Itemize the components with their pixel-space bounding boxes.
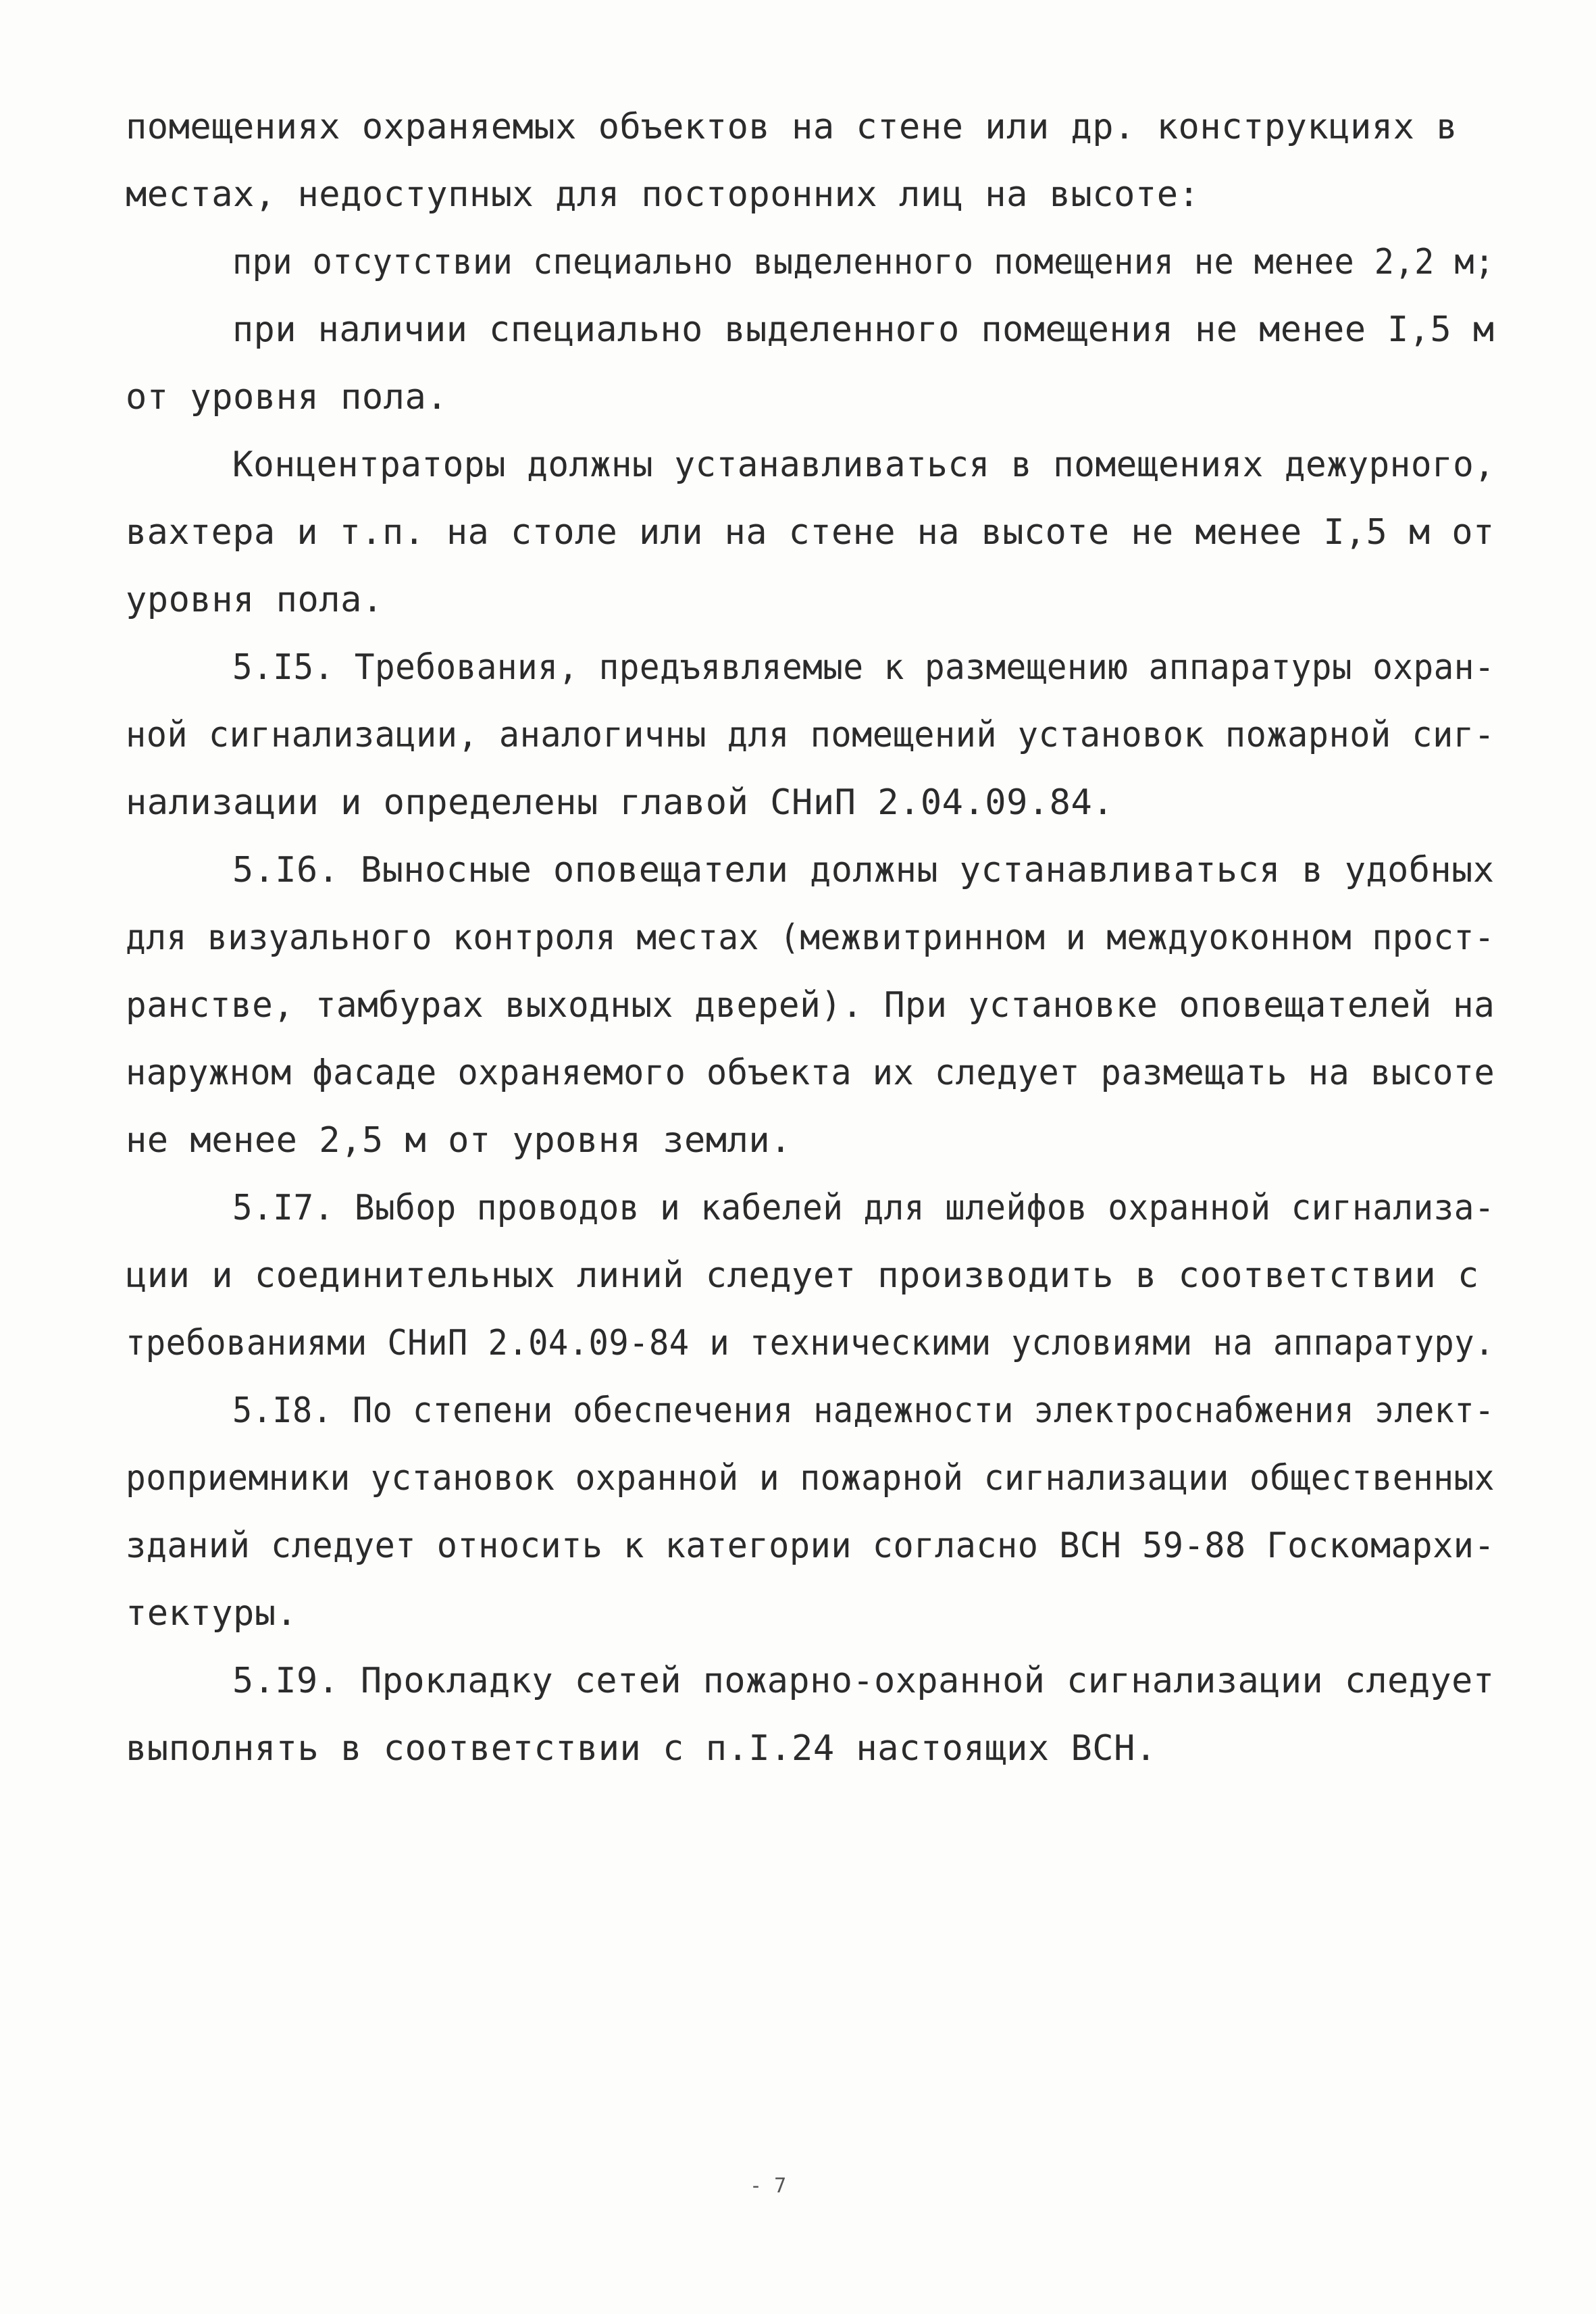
text-line: уровня пола. <box>126 580 384 620</box>
text-line: при наличии специально выделенного помещения не менее I,5 м <box>232 309 1495 350</box>
page-number: - 7 <box>750 2174 787 2198</box>
text-line: при отсутствии специально выделенного помещения не менее 2,2 м; <box>232 242 1495 282</box>
text-line: 5.I8. По степени обеспечения надежности электроснабжения элект- <box>232 1390 1495 1431</box>
text-line: 5.I9. Прокладку сетей пожарно-охранной сигнализации следует <box>232 1661 1495 1701</box>
text-line: тектуры. <box>126 1593 298 1634</box>
text-line: от уровня пола. <box>126 377 448 418</box>
text-line: 5.I7. Выбор проводов и кабелей для шлейфов охранной сигнализа- <box>232 1188 1495 1228</box>
text-line: ной сигнализации, аналогичны для помещений установок пожарной сиг- <box>126 715 1495 755</box>
text-line: нализации и определены главой СНиП 2.04.09.84. <box>126 782 1114 823</box>
text-line: для визуального контроля местах (межвитринном и междуоконном прост- <box>126 917 1495 958</box>
text-line: выполнять в соответствии с п.I.24 настоящих ВСН. <box>126 1728 1157 1769</box>
text-line: зданий следует относить к категории согласно ВСН 59-88 Госкомархи- <box>126 1526 1495 1566</box>
text-line: 5.I6. Выносные оповещатели должны устанавливаться в удобных <box>232 850 1495 890</box>
text-line: ции и соединительных линий следует производить в соответствии с <box>126 1255 1479 1296</box>
text-line: местах, недоступных для посторонних лиц на высоте: <box>126 174 1200 215</box>
text-line: Концентраторы должны устанавливаться в помещениях дежурного, <box>232 445 1495 485</box>
text-line: ранстве, тамбурах выходных дверей). При установке оповещателей на <box>126 985 1495 1026</box>
text-line: 5.I5. Требования, предъявляемые к размещению аппаратуры охран- <box>232 647 1495 688</box>
text-line: требованиями СНиП 2.04.09-84 и техническими условиями на аппаратуру. <box>126 1323 1495 1363</box>
text-line: роприемники установок охранной и пожарной сигнализации общественных <box>126 1458 1495 1499</box>
text-line: не менее 2,5 м от уровня земли. <box>126 1120 792 1161</box>
text-line: вахтера и т.п. на столе или на стене на высоте не менее I,5 м от <box>126 512 1495 553</box>
text-line: помещениях охраняемых объектов на стене или др. конструкциях в <box>126 107 1458 147</box>
text-line: наружном фасаде охраняемого объекта их следует размещать на высоте <box>126 1053 1495 1093</box>
